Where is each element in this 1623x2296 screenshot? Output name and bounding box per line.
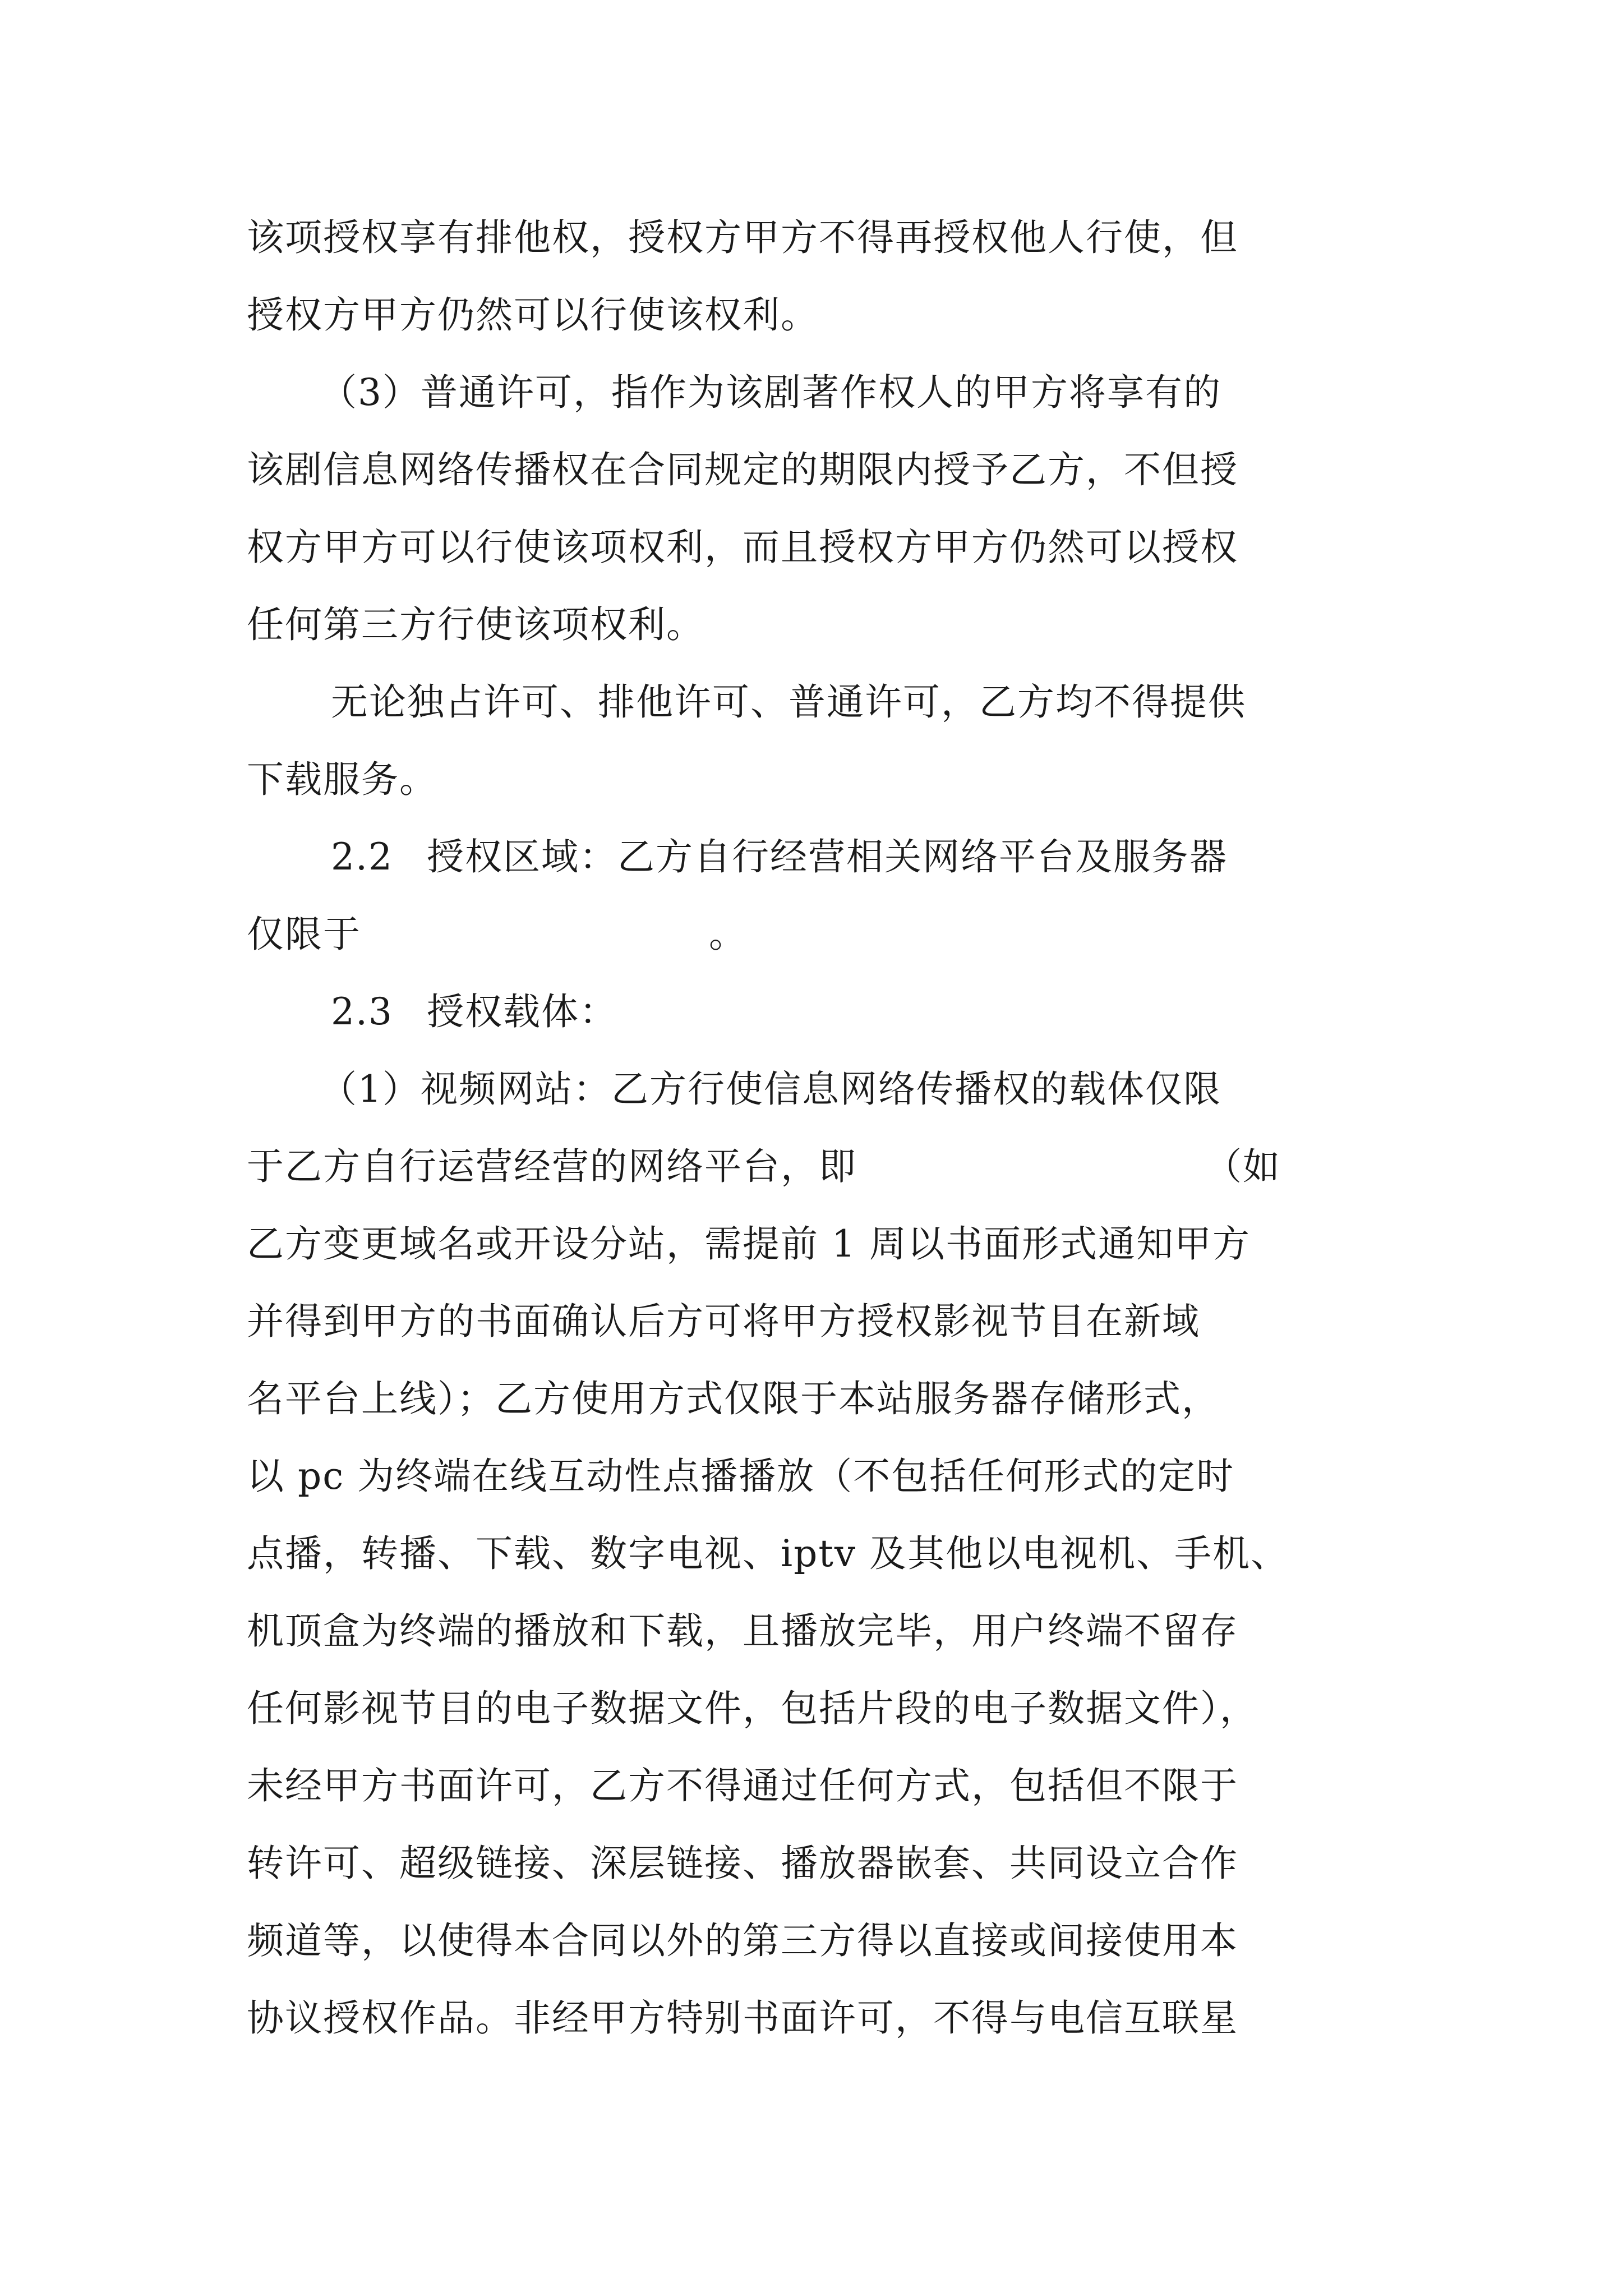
text-line: 下载服务。 xyxy=(247,758,437,801)
text-line: 乙方变更域名或开设分站，需提前 1 周以书面形式通知甲方 xyxy=(247,1222,1251,1266)
text-line: 并得到甲方的书面确认后方可将甲方授权影视节目在新域 xyxy=(247,1300,1200,1343)
text-line: （1）视频网站：乙方行使信息网络传播权的载体仅限 xyxy=(320,1068,1221,1111)
text-line: 该项授权享有排他权，授权方甲方不得再授权他人行使，但 xyxy=(247,216,1238,259)
text-line: 协议授权作品。非经甲方特别书面许可，不得与电信互联星 xyxy=(247,1996,1238,2040)
text-line: 无论独占许可、排他许可、普通许可，乙方均不得提供 xyxy=(331,680,1246,724)
section-text: 授权载体： xyxy=(426,990,617,1033)
text-line: 任何影视节目的电子数据文件，包括片段的电子数据文件）， xyxy=(247,1687,1258,1730)
section-number: 2.2 xyxy=(331,835,393,878)
text-fragment: 仅限于 xyxy=(247,913,361,956)
text-fragment: （如 xyxy=(1205,1145,1281,1188)
text-line: 未经甲方书面许可，乙方不得通过任何方式，包括但不限于 xyxy=(247,1764,1238,1807)
text-line: 授权方甲方仍然可以行使该权利。 xyxy=(247,293,819,337)
text-line-with-blank xyxy=(247,1128,1385,1205)
text-line-section-2-2 xyxy=(247,818,1385,896)
text-line: 频道等，以使得本合同以外的第三方得以直接或间接使用本 xyxy=(247,1919,1238,1962)
section-number: 2.3 xyxy=(331,990,393,1033)
text-line: 任何第三方行使该项权利。 xyxy=(247,603,704,646)
text-line: （3）普通许可，指作为该剧著作权人的甲方将享有的 xyxy=(320,371,1221,414)
document-body xyxy=(247,199,1385,2057)
text-line: 转许可、超级链接、深层链接、播放器嵌套、共同设立合作 xyxy=(247,1842,1238,1885)
text-line-section-2-3 xyxy=(247,973,1385,1051)
text-line: 以 pc 为终端在线互动性点播播放（不包括任何形式的定时 xyxy=(247,1455,1235,1498)
text-fragment: 。 xyxy=(709,913,747,956)
text-line: 点播，转播、下载、数字电视、iptv 及其他以电视机、手机、 xyxy=(247,1532,1289,1575)
text-line: 权方甲方可以行使该项权利，而且授权方甲方仍然可以授权 xyxy=(247,526,1238,569)
section-text: 授权区域：乙方自行经营相关网络平台及服务器 xyxy=(426,835,1228,878)
text-line: 名平台上线）；乙方使用方式仅限于本站服务器存储形式， xyxy=(247,1377,1220,1420)
text-line: 机顶盒为终端的播放和下载，且播放完毕，用户终端不留存 xyxy=(247,1609,1238,1653)
text-line-with-blank xyxy=(247,896,1385,973)
text-line: 该剧信息网络传播权在合同规定的期限内授予乙方，不但授 xyxy=(247,448,1238,491)
text-fragment: 于乙方自行运营经营的网络平台，即 xyxy=(247,1145,857,1188)
